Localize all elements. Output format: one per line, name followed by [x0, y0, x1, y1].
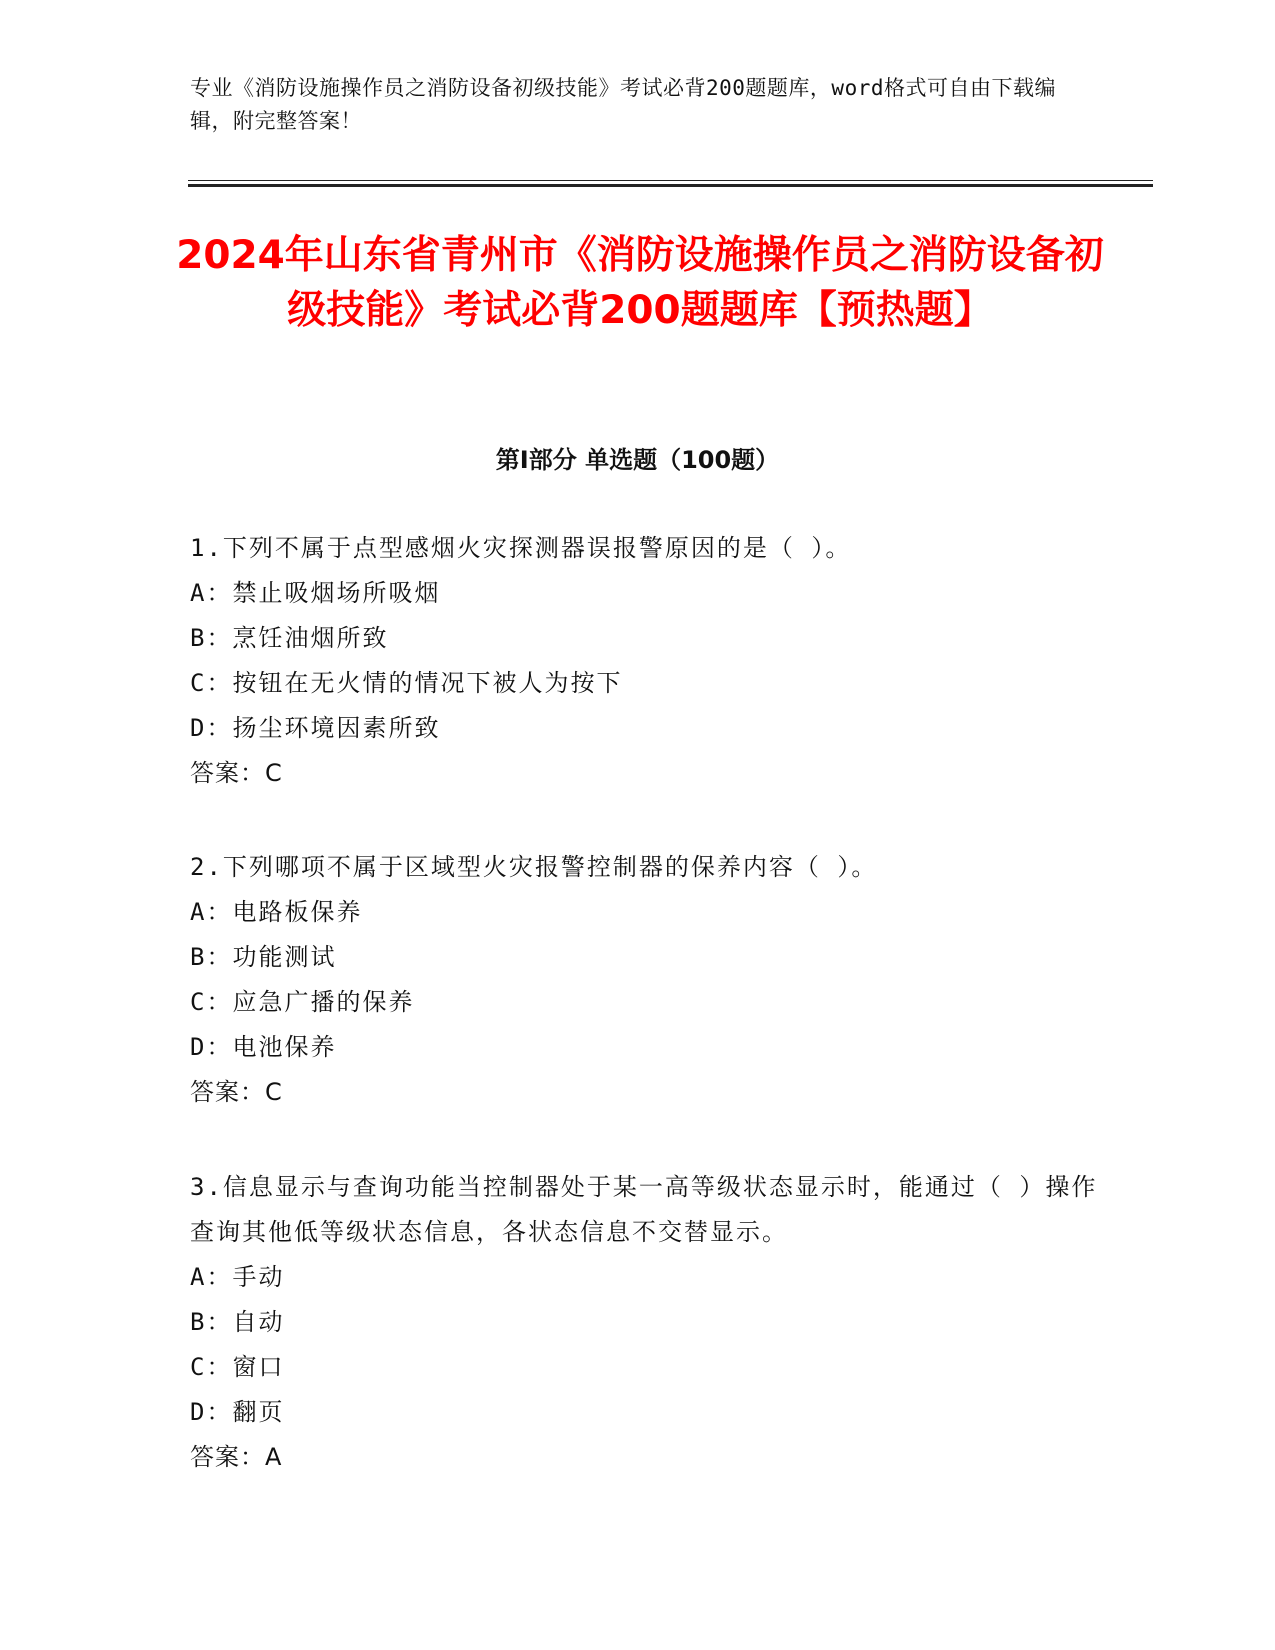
answer: 答案：C — [190, 1078, 283, 1106]
answer: 答案：C — [190, 759, 283, 787]
option-b: B：烹饪油烟所致 — [190, 624, 389, 652]
option-a: A：电路板保养 — [190, 898, 363, 926]
option-c: C：窗口 — [190, 1353, 285, 1381]
option-c: C：应急广播的保养 — [190, 988, 415, 1016]
option-d: D：扬尘环境因素所致 — [190, 714, 441, 742]
header-divider-thick — [188, 184, 1153, 187]
option-b: B：功能测试 — [190, 943, 337, 971]
header-divider-thin — [188, 180, 1153, 181]
option-a: A：手动 — [190, 1263, 285, 1291]
question-block — [190, 845, 1110, 1115]
header-note: 专业《消防设施操作员之消防设备初级技能》考试必背200题题库，word格式可自由下载编辑，附完整答案！ — [190, 76, 1056, 133]
question-text: 1.下列不属于点型感烟火灾探测器误报警原因的是（ ）。 — [190, 534, 852, 562]
option-a: A：禁止吸烟场所吸烟 — [190, 579, 441, 607]
question-block — [190, 1165, 1110, 1480]
document-title: 2024年山东省青州市《消防设施操作员之消防设备初级技能》考试必背200题题库【预热题】 — [176, 233, 1104, 333]
answer: 答案：A — [190, 1443, 283, 1471]
option-d: D：翻页 — [190, 1398, 285, 1426]
option-c: C：按钮在无火情的情况下被人为按下 — [190, 669, 623, 697]
question-text: 3.信息显示与查询功能当控制器处于某一高等级状态显示时，能通过（ ）操作查询其他低等级状态信息，各状态信息不交替显示。 — [190, 1173, 1098, 1246]
question-block — [190, 526, 1110, 796]
section-heading: 第Ⅰ部分 单选题（100题） — [495, 446, 780, 474]
question-text: 2.下列哪项不属于区域型火灾报警控制器的保养内容（ ）。 — [190, 853, 878, 881]
option-d: D：电池保养 — [190, 1033, 337, 1061]
option-b: B：自动 — [190, 1308, 285, 1336]
